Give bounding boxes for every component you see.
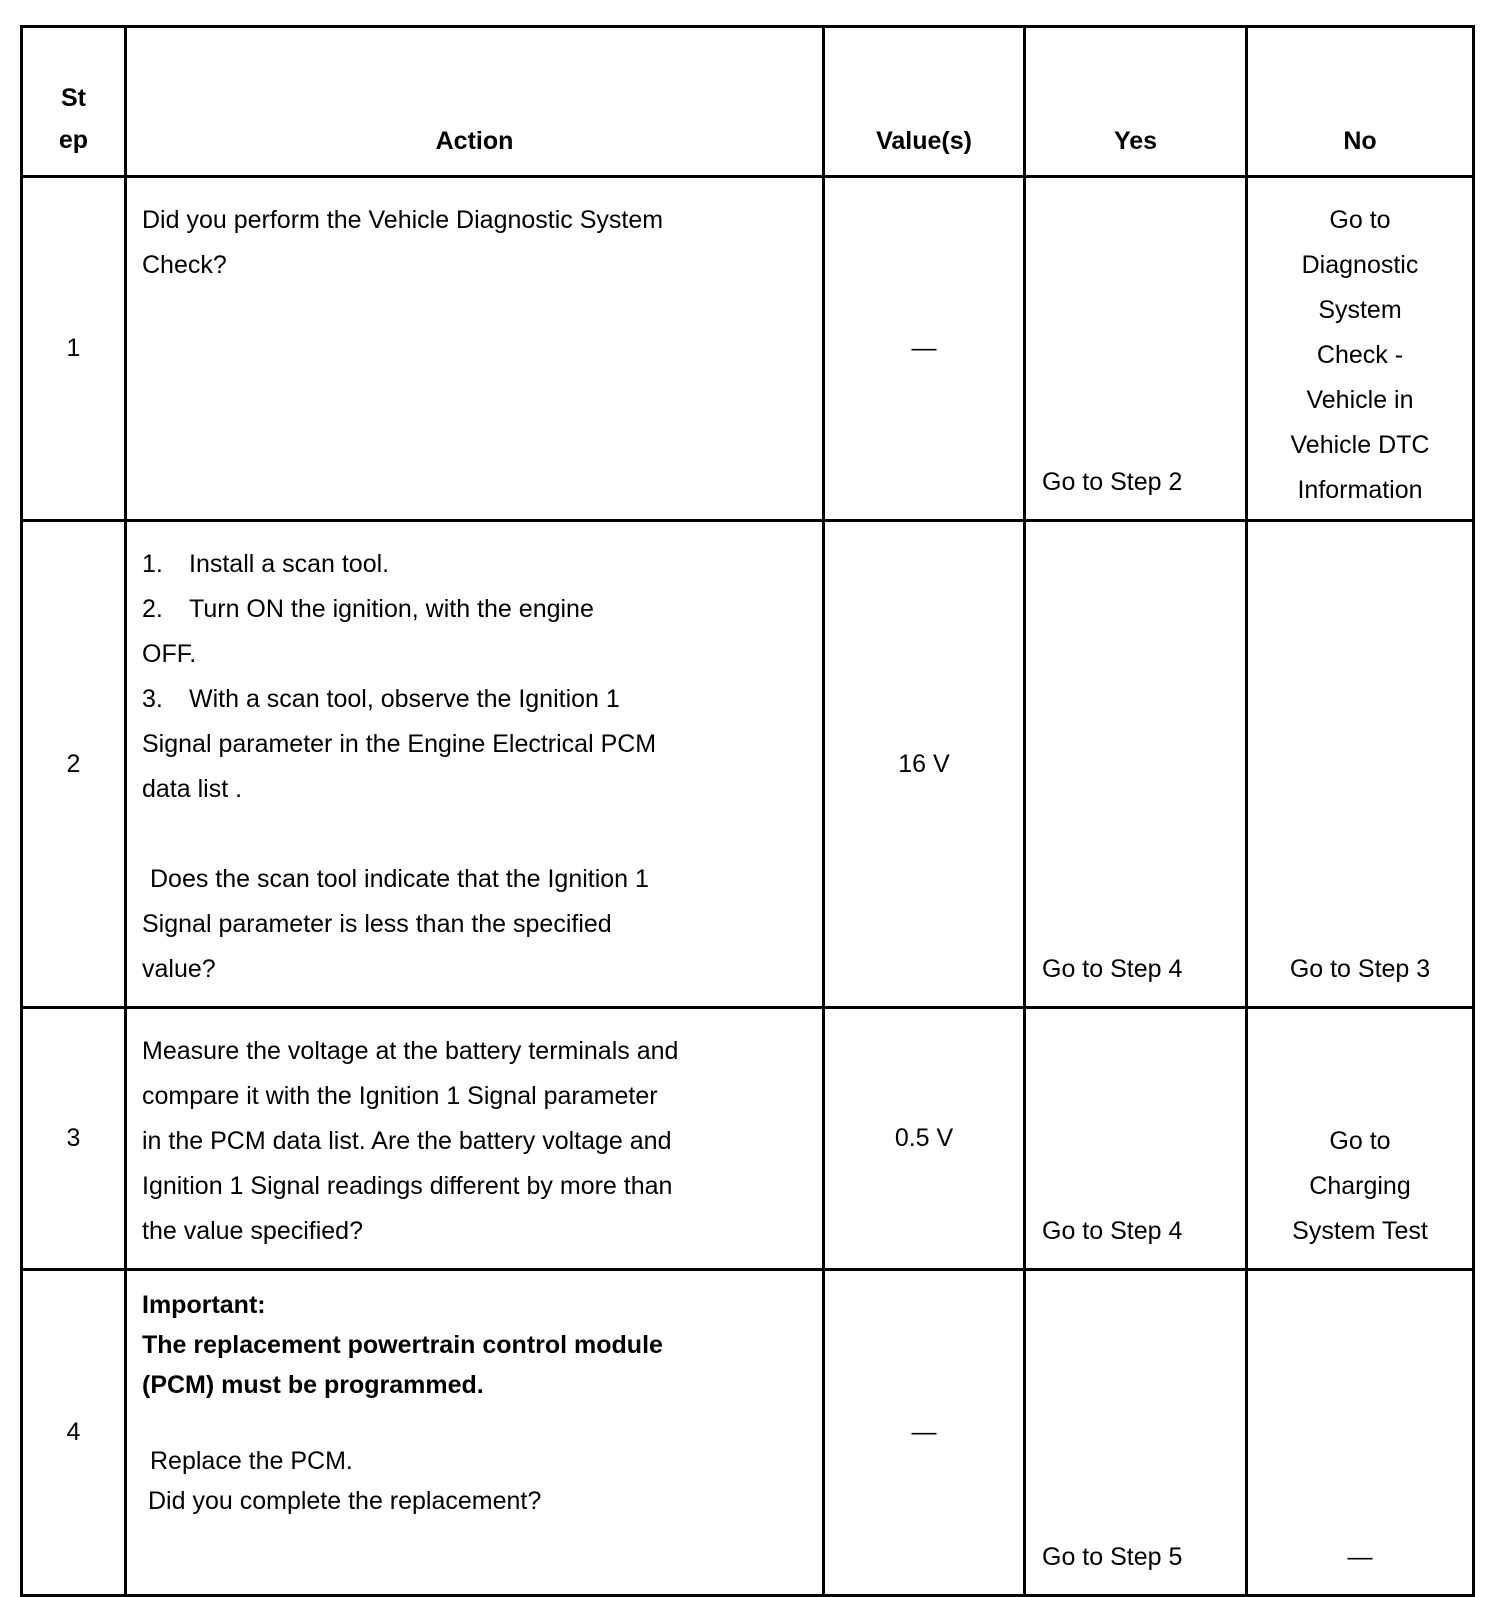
- value-cell: 0.5 V: [824, 1008, 1025, 1270]
- no-line: Diagnostic: [1301, 251, 1419, 279]
- step-continuation: OFF.: [142, 640, 197, 668]
- step-number: 3: [22, 1008, 126, 1270]
- no-line: Go to: [1329, 1127, 1391, 1155]
- step-list-number: 2.: [142, 595, 163, 623]
- step-list-text: Install a scan tool.: [189, 550, 390, 578]
- spacer: [142, 1405, 808, 1441]
- action-line: Did you complete the replacement?: [148, 1487, 542, 1515]
- action-cell: [126, 521, 824, 1008]
- no-line: Vehicle in: [1306, 386, 1414, 414]
- header-no: No: [1247, 27, 1474, 177]
- header-action: Action: [126, 27, 824, 177]
- action-cell: [126, 1270, 824, 1596]
- no-line: Information: [1297, 476, 1423, 504]
- step-list-text: Turn ON the ignition, with the engine: [189, 595, 594, 623]
- table-row: [22, 1008, 1474, 1270]
- value-cell: —: [824, 177, 1025, 521]
- step-list-text: With a scan tool, observe the Ignition 1: [189, 685, 620, 713]
- action-line: Did you perform the Vehicle Diagnostic System: [142, 206, 664, 234]
- question-line: value?: [142, 955, 216, 983]
- no-line: System: [1318, 296, 1402, 324]
- no-line: Vehicle DTC: [1290, 431, 1430, 459]
- header-step: [22, 27, 126, 177]
- important-label: Important:: [142, 1291, 266, 1319]
- no-line: System Test: [1292, 1217, 1428, 1245]
- numbered-step: [142, 587, 808, 632]
- step-number: 1: [22, 177, 126, 521]
- no-line: Charging: [1309, 1172, 1411, 1200]
- yes-cell: Go to Step 2: [1025, 177, 1247, 521]
- action-line: Measure the voltage at the battery terminals and: [142, 1037, 679, 1065]
- diagnostic-table: [20, 25, 1475, 1597]
- step-list-number: 1.: [142, 550, 163, 578]
- action-line: compare it with the Ignition 1 Signal parameter: [142, 1082, 658, 1110]
- yes-cell: Go to Step 4: [1025, 521, 1247, 1008]
- yes-cell: Go to Step 4: [1025, 1008, 1247, 1270]
- important-text: The replacement powertrain control module: [142, 1331, 663, 1359]
- step-continuation: Signal parameter in the Engine Electrical PCM: [142, 730, 657, 758]
- question-line: Does the scan tool indicate that the Ignition 1: [150, 865, 649, 893]
- question-line: Signal parameter is less than the specified: [142, 910, 612, 938]
- value-cell: 16 V: [824, 521, 1025, 1008]
- action-cell: [126, 177, 824, 521]
- spacer: [142, 812, 808, 857]
- step-number: 4: [22, 1270, 126, 1596]
- no-cell: —: [1247, 1270, 1474, 1596]
- numbered-step: [142, 542, 808, 587]
- no-cell: Go to Step 3: [1247, 521, 1474, 1008]
- table-row: [22, 1270, 1474, 1596]
- table-row: [22, 521, 1474, 1008]
- header-yes: Yes: [1025, 27, 1247, 177]
- header-step-line1: St: [61, 84, 86, 112]
- action-line: Check?: [142, 251, 227, 279]
- action-line: the value specified?: [142, 1217, 363, 1245]
- action-line: Replace the PCM.: [150, 1447, 353, 1475]
- step-number: 2: [22, 521, 126, 1008]
- no-cell: [1247, 1008, 1474, 1270]
- no-cell: [1247, 177, 1474, 521]
- no-line: Check -: [1316, 341, 1404, 369]
- no-line: Go to: [1329, 206, 1391, 234]
- step-list-number: 3.: [142, 685, 163, 713]
- step-continuation: data list .: [142, 775, 243, 803]
- header-step-line2: ep: [58, 126, 89, 154]
- value-cell: —: [824, 1270, 1025, 1596]
- action-cell: [126, 1008, 824, 1270]
- numbered-step: [142, 677, 808, 722]
- table-row: [22, 177, 1474, 521]
- important-text: (PCM) must be programmed.: [142, 1371, 484, 1399]
- table-header-row: [22, 27, 1474, 177]
- yes-cell: Go to Step 5: [1025, 1270, 1247, 1596]
- header-values: Value(s): [824, 27, 1025, 177]
- action-line: in the PCM data list. Are the battery voltage and: [142, 1127, 672, 1155]
- action-line: Ignition 1 Signal readings different by more than: [142, 1172, 673, 1200]
